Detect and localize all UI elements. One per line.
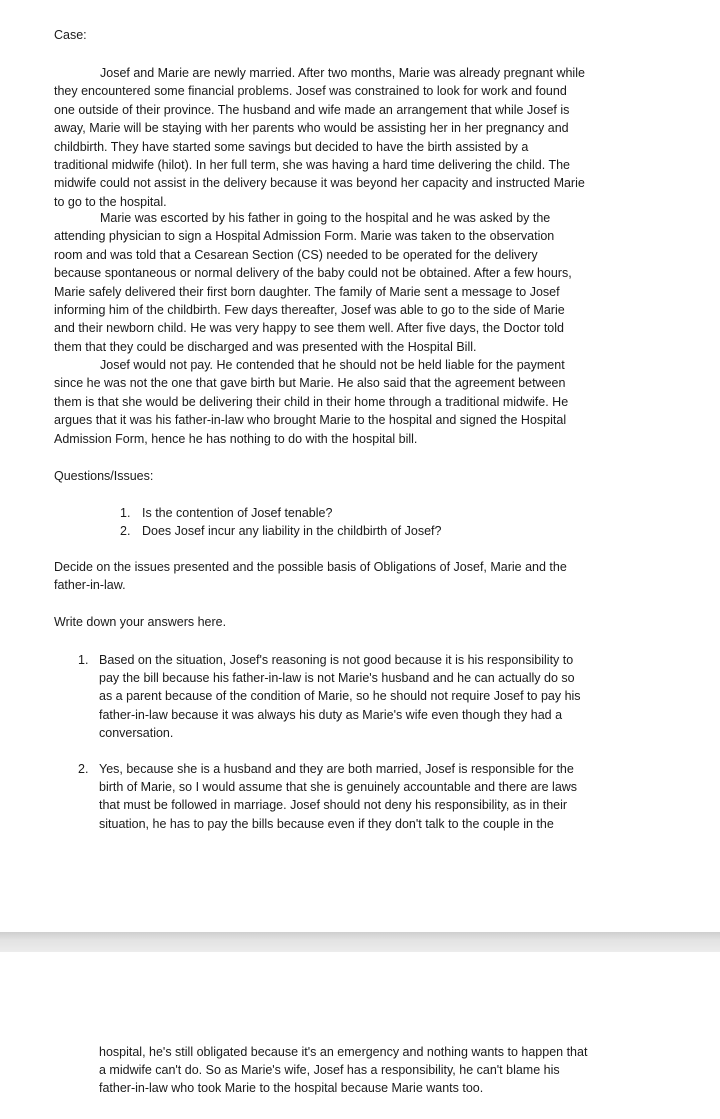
text-line: them is that she would be delivering their child in their home through a traditional midwife. He: [54, 394, 569, 409]
answer-2-continuation: [99, 1043, 587, 1098]
text-line: and their newborn child. He was very happy to see them well. After five days, the Doctor told: [54, 321, 564, 336]
questions-list: [120, 505, 441, 540]
question-text: Is the contention of Josef tenable?: [142, 506, 333, 520]
text-line: father-in-law who took Marie to the hospital because Marie wants too.: [99, 1081, 484, 1096]
text-line: Decide on the issues presented and the possible basis of Obligations of Josef, Marie and the: [54, 560, 567, 574]
question-item: [120, 523, 441, 541]
text-line: midwife could not assist in the delivery because it was beyond her capacity and instructed Marie: [54, 176, 585, 191]
text-line: room and was told that a Cesarean Section (CS) needed to be operated for the delivery: [54, 247, 538, 262]
text-line: as a parent because of the condition of Marie, so he should not require Josef to pay his: [99, 689, 581, 704]
answer-number: 1.: [78, 653, 89, 667]
text-line: Marie was escorted by his father in going to the hospital and he was asked by the: [100, 211, 551, 225]
text-line: Admission Form, hence he has nothing to do with the hospital bill.: [54, 431, 418, 446]
question-item: [120, 505, 441, 523]
text-line: away, Marie will be staying with her parents who would be assisting her in her pregnancy and: [54, 121, 569, 136]
text-line: a midwife can't do. So as Marie's wife, Josef has a responsibility, he can't blame his: [99, 1063, 560, 1078]
text-line: argues that it was his father-in-law who brought Marie to the hospital and signed the Hospital: [54, 413, 567, 428]
case-paragraph-3: [54, 356, 568, 448]
text-line: because spontaneous or normal delivery of the baby could not be obtained. After a few hours,: [54, 266, 572, 281]
answer-text: [99, 760, 577, 833]
text-line: traditional midwife (hilot). In her full term, she was having a hard time delivering the child. The: [54, 158, 570, 173]
questions-heading: Questions/Issues:: [54, 469, 154, 483]
case-paragraph-1: [54, 64, 585, 211]
text-line: Based on the situation, Josef's reasoning is not good because it is his responsibility to: [99, 653, 574, 667]
text-line: Marie safely delivered their first born daughter. The family of Marie sent a message to Josef: [54, 284, 560, 299]
text-line: them that they could be discharged and was presented with the Hospital Bill.: [54, 339, 477, 354]
text-line: hospital, he's still obligated because it's an emergency and nothing wants to happen that: [99, 1045, 588, 1059]
text-line: birth of Marie, so I would assume that she is genuinely accountable and there are laws: [99, 780, 578, 795]
text-line: one outside of their province. The husband and wife made an arrangement that while Josef is: [54, 102, 570, 117]
question-number: 2.: [120, 523, 131, 538]
question-number: 1.: [120, 506, 131, 520]
page-divider: [0, 932, 720, 952]
text-line: situation, he has to pay the bills because even if they don't talk to the couple in the: [99, 816, 554, 831]
text-line: conversation.: [99, 725, 174, 740]
text-line: pay the bill because his father-in-law is not Marie's husband and he can actually do so: [99, 671, 575, 686]
text-line: to go to the hospital.: [54, 194, 167, 209]
answer-1: [78, 651, 581, 742]
case-heading: Case:: [54, 28, 87, 42]
text-line: father-in-law because it was always his duty as Marie's wife even though they had a: [99, 707, 563, 722]
question-text: Does Josef incur any liability in the childbirth of Josef?: [142, 523, 442, 538]
text-line: attending physician to sign a Hospital Admission Form. Marie was taken to the observation: [54, 229, 555, 244]
answer-number: 2.: [78, 762, 89, 776]
answers-heading: Write down your answers here.: [54, 615, 227, 629]
text-line: Yes, because she is a husband and they are both married, Josef is responsible for the: [99, 762, 574, 776]
answer-2: [78, 760, 577, 833]
text-line: Josef would not pay. He contended that he should not be held liable for the payment: [100, 358, 565, 372]
text-line: since he was not the one that gave birth but Marie. He also said that the agreement between: [54, 376, 566, 391]
instruction-paragraph: [54, 558, 567, 594]
text-line: father-in-law.: [54, 578, 126, 592]
text-line: Josef and Marie are newly married. After two months, Marie was already pregnant while: [100, 66, 585, 80]
text-line: childbirth. They have started some savings but decided to have the birth assisted by a: [54, 139, 529, 154]
text-line: they encountered some financial problems. Josef was constrained to look for work and found: [54, 84, 567, 99]
answer-text: [99, 651, 581, 742]
text-line: informing him of the childbirth. Few days thereafter, Josef was able to go to the side of Marie: [54, 303, 565, 318]
text-line: that must be followed in marriage. Josef should not deny his responsibility, as in their: [99, 798, 568, 813]
case-paragraph-2: [54, 209, 572, 356]
